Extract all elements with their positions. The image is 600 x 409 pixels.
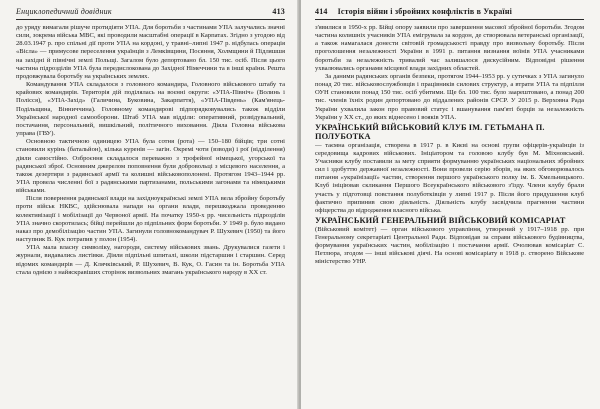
left-paragraph: до уряду вимагали рішуче протидіяти УПА. Для боротьби з частинами УПА залучались значні сили, зокрема війська МВС, які проводили масштабні операції в Карпатах. Згідно з угодою від 28.03.1947 р. про спільні дії проти УПА на кордоні, у травні–липні 1947 р. відбулась операція «Вісла» — примусове переселення українців з Лемківщини, Посяння, Холмщини й Підляшшя на західні й північні землі Польщі. Загалом було депортовано бл. 150 тис. осіб. Після цього частина підрозділів УПА була передислокована до Західної Німеччини та в інші країни. Решта продовжувала боротьбу на українських землях. (16, 24, 285, 80)
left-header-rule (16, 19, 285, 20)
right-page-header (315, 4, 584, 18)
left-page (0, 0, 299, 409)
right-header-rule (315, 19, 584, 20)
left-paragraph: Основною тактичною одиницею УПА була сотня (рота) — 150–180 бійців; три сотні становили курінь (батальйон), кілька куренів — загін. Окремі чоти (взводи) і рої (відділення) діяли самостійно. Озброєння складалося переважно з трофейної німецької, угорської та радянської зброї. Основним джерелом поповнення були добровольці з місцевого населення, а також дезертири з радянської армії та колишні військовополонені. Протягом 1943–1944 рр. УПА провела численні бої з радянськими партизанами, польськими загонами та німецькими військами. (16, 138, 285, 195)
right-page (301, 0, 600, 409)
right-page-number: 414 (315, 6, 328, 16)
left-page-number: 413 (272, 6, 285, 16)
right-paragraph: За даними радянських органів безпеки, протягом 1944–1953 рр. у сутичках з УПА загинуло понад 20 тис. військовослужбовців і працівників силових структур, а втрати УПА та підпілля ОУН становили понад 150 тис. осіб убитими. Ще бл. 100 тис. було заарештовано, а понад 200 тис. членів їхніх родин депортовано до віддалених районів СРСР. У 2015 р. Верховна Рада України ухвалила закон про правовий статус і вшанування пам'яті борців за незалежність України у ХХ ст., до яких віднесено і вояків УПА. (315, 72, 584, 121)
right-paragraph: з'явилися в 1950-х рр. Бійці опору заявили про завершення масової збройної боротьби. Згодом частина колишніх учасників УПА емігрувала за кордон, де створювала ветеранські організації, а також намагалася донести світовій громадськості правду про визвольну боротьбу. Після проголошення незалежності України в 1991 р. питання визнання воїнів УПА учасниками боротьби за незалежність тривалий час залишалося дискусійним. Відповідні рішення ухвалювались органами місцевої влади західних областей. (315, 24, 584, 72)
left-paragraph: Командування УПА складалося з головного командира, Головного військового штабу та крайових командирів. Територія дій поділялась на воєнні округи: «УПА-Північ» (Волинь і Полісся), «УПА-Захід» (Галичина, Буковина, Закарпаття), «УПА-Південь» (Кам'янець-Подільщина, Вінниччина). Головному командирові підпорядковувались також відділи Української народної самооборони. Штаб УПА мав відділи: оперативний, розвідувальний, постачання, персональний, вишкільний, політичного виховання. Діяла Головна військова управа (ГВУ). (16, 81, 285, 138)
left-paragraph: УПА мала власну символіку, нагороди, систему військових звань. Друкувалися газети і журнали, видавались листівки. Діяли підпільні шпиталі, школи підстаршин і старшин. Серед відомих командирів — Д. Клячківський, Р. Шухевич, В. Кук, О. Гасин та ін. Боротьба УПА стала однією з найяскравіших сторінок визвольних змагань українського народу в ХХ ст. (16, 244, 285, 276)
entry-text-military-club: — таємна організація, створена в 1917 р. в Києві на основі групи офіцерів-українців із середовища кадрових військових. Ініціатором та головою клубу був М. Міхновський. Учасники клубу поставили за мету сприяти формуванню українських національних збройних сил і здобуттю державної незалежності. Вони провели серію зборів, на яких обговорювалось питання «українізації» частин, створення першого українського полку ім. Б. Хмельницького. Клуб ініціював скликання Першого Всеукраїнського військового з'їзду. Члени клубу брали участь у підготовці повстання полуботківців у липні 1917 р. Після його придушення клуб фактично припинив свою діяльність. Діяльність клубу засвідчила прагнення частини офіцерства до відродження власного війська. (315, 141, 584, 214)
right-page-body (315, 24, 584, 405)
left-paragraph: Після повернення радянської влади на західноукраїнські землі УПА вела збройну боротьбу проти військ НКВС, здійснювала напади на органи влади, перешкоджала проведенню колективізації і мобілізації до Червоної армії. На початку 1950-х рр. чисельність підрозділів УПА значно скоротилась; бійці перейшли до підпільних форм боротьби. У 1949 р. було видано наказ про демобілізацію частин УПА. Загинули головнокомандувач Р. Шухевич (1950) та його наступник В. Кук потрапив у полон (1954). (16, 195, 285, 244)
entry-heading-military-club: УКРАЇНСЬКИЙ ВІЙСЬКОВИЙ КЛУБ ІМ. ГЕТЬМАНА П. ПОЛУБОТКА (315, 122, 545, 142)
entry-heading-general-commissariat: УКРАЇНСЬКИЙ ГЕНЕРАЛЬНИЙ ВІЙСЬКОВИЙ КОМІСАРІАТ (315, 216, 566, 226)
right-running-title: Історія війни і збройних конфліктів в Україні (337, 6, 513, 16)
left-page-body (16, 24, 285, 405)
entry-text-general-commissariat: (Військовий комітет) — орган військового управління, утворений у 1917–1918 рр. при Генеральному секретаріаті Центральної Ради. Відповідав за справи військового будівництва, формування українських частин, мобілізацію і постачання армії. Очолював комісаріат С. Петлюра, згодом — інші військові діячі. На основі комісаріату в 1918 р. створено Військове міністерство УНР. (315, 225, 584, 266)
left-page-header (16, 4, 285, 18)
left-running-title: Енциклопедичний довідник (16, 6, 112, 16)
